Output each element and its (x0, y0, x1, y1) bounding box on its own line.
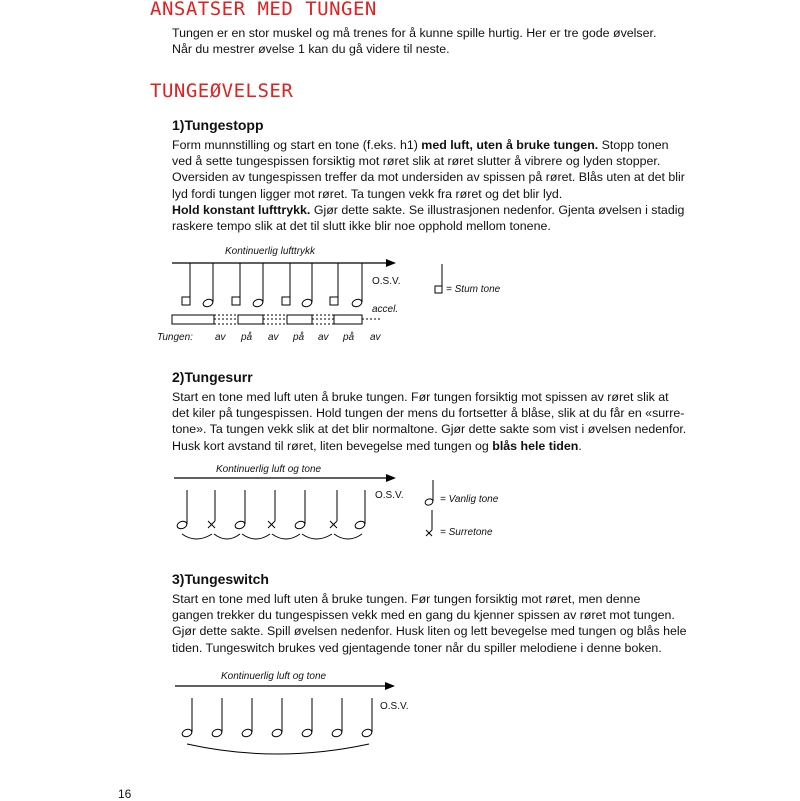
ex1-line-3: Oversiden av tungespissen treffer da mot undersiden av spissen på røret. Blås uten at det blir (172, 170, 685, 185)
ex1-line-1c: Stopp tonen (598, 138, 669, 152)
ex2-title: 2)Tungesurr (172, 369, 253, 385)
section-heading: TUNGEØVELSER (150, 80, 294, 102)
ex3-osv: O.S.V. (380, 701, 409, 712)
ex2-line-2: det kiler på tungespissen. Hold tungen der mens du fortsetter å blåse, slik at du får en «surre- (172, 406, 685, 421)
ex1-syllable: av (268, 332, 279, 343)
ex2-arrow-label: Kontinuerlig luft og tone (216, 464, 322, 475)
ex2-diagram (160, 470, 410, 550)
ex1-tungen-label: Tungen: (157, 332, 193, 343)
ex2-legend-1: = Vanlig tone (440, 494, 499, 505)
ex1-text (172, 137, 692, 234)
ex2-osv: O.S.V. (375, 490, 404, 501)
ex2-line-3: tone». Ta tungen vekk slik at det blir normaltone. Gjør dette sakte som vist i øvelsen nedenfor. (172, 422, 687, 437)
ex1-osv: O.S.V. (372, 276, 401, 287)
ex1-syllable: av (215, 332, 226, 343)
main-heading: ANSATSER MED TUNGEN (150, 0, 377, 20)
ex1-line-5 (172, 202, 692, 218)
ex2-line-4a: Husk kort avstand til røret, liten bevegelse med tungen og (172, 438, 493, 453)
ex3-line-4: tiden. Tungeswitch brukes ved gjentagende toner når du spiller melodiene i denne boken. (172, 640, 662, 655)
ex2-line-4 (172, 438, 692, 454)
ex1-syllable: på (293, 332, 305, 343)
ex2-legend-2: = Surretone (440, 527, 493, 538)
ex1-accel: accel. (372, 304, 399, 315)
ex3-text (172, 591, 692, 656)
ex2-text (172, 389, 692, 454)
ex1-line-5-bold: Hold konstant lufttrykk. (172, 202, 311, 217)
ex1-legend: = Stum tone (446, 284, 501, 295)
page-number: 16 (118, 787, 132, 801)
intro-text (172, 25, 692, 57)
ex2-line-4c: . (578, 438, 582, 453)
ex3-diagram (165, 678, 415, 773)
ex1-syllable: på (241, 332, 253, 343)
ex2-line-4b: blås hele tiden (492, 438, 579, 453)
ex1-line-1a: Form munnstilling og start en tone (f.eks. h1) (172, 138, 422, 152)
ex3-line-3: Gjør dette sakte. Spill øvelsen nedenfor. Husk liten og lett bevegelse med tungen og blås hele (172, 624, 687, 639)
ex1-line-1b: med luft, uten å bruke tungen. (421, 138, 599, 152)
half-note-icon (424, 478, 438, 508)
ex1-line-5-rest: Gjør dette sakte. Se illustrasjonen nedenfor. Gjenta øvelsen i stadig (310, 202, 685, 217)
ex1-syllable: av (318, 332, 329, 343)
ex1-line-4: lyd fordi tungen ligger mot røret. Ta tungen vekk fra røret og det blir lyd. (172, 186, 563, 201)
ex3-line-1: Start en tone med luft uten å bruke tungen. Før tungen forsiktig mot røret, men denne (172, 592, 641, 606)
cross-note-icon (424, 508, 438, 538)
ex3-title: 3)Tungeswitch (172, 571, 269, 587)
ex1-arrow-label: Kontinuerlig lufttrykk (225, 246, 316, 257)
ex3-arrow-label: Kontinuerlig luft og tone (221, 671, 327, 682)
ex1-line-2: ved å sette tungespissen forsiktig mot røret slik at røret slutter å vibrere og lyden stopper. (172, 154, 661, 169)
ex1-title: 1)Tungestopp (172, 117, 264, 133)
ex2-line-1: Start en tone med luft uten å bruke tungen. Før tungen forsiktig mot spissen av røret slik at (172, 390, 669, 404)
intro-line-2: Når du mestrer øvelse 1 kan du gå videre til neste. (172, 42, 450, 57)
intro-line-1: Tungen er en stor muskel og må trenes for å kunne spille hurtig. Her er tre gode øvelser. (172, 26, 657, 40)
mute-note-icon (432, 262, 446, 298)
ex1-line-6: raskere tempo slik at det til slutt ikke blir noe opphold mellom tonene. (172, 219, 551, 234)
ex1-syllable: av (370, 332, 381, 343)
ex1-line-1 (172, 137, 692, 153)
ex3-line-2: gangen trekker du tungespissen vekk med en gang du kjenner spissen av røret mot tungen. (172, 608, 675, 623)
ex1-syllable: på (343, 332, 355, 343)
